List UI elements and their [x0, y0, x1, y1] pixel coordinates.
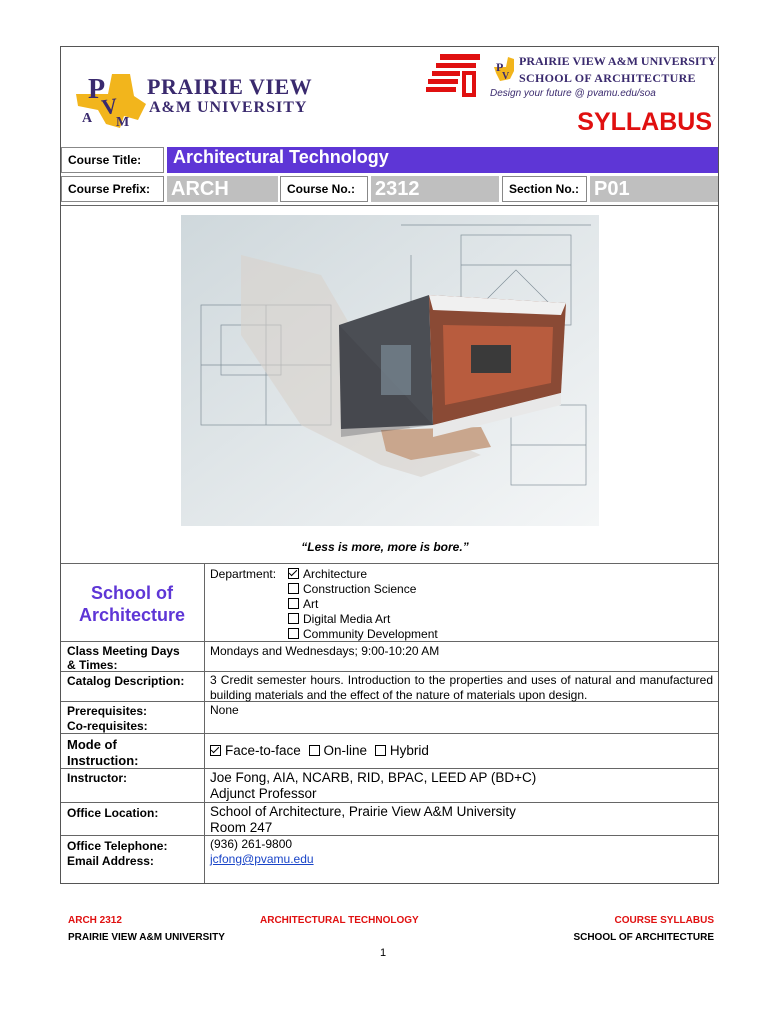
row-divider — [61, 768, 718, 769]
checkbox-icon[interactable] — [288, 613, 299, 624]
email-link[interactable]: jcfong@pvamu.edu — [210, 852, 314, 866]
svg-text:A: A — [82, 111, 93, 126]
course-prefix: ARCH — [167, 176, 278, 202]
soa-university-name: PRAIRIE VIEW A&M UNIVERSITY — [519, 54, 717, 68]
department-option-label: Community Development — [303, 627, 438, 641]
checkbox-icon[interactable] — [288, 598, 299, 609]
checkbox-icon[interactable] — [309, 745, 320, 756]
department-option-digital-media-art[interactable] — [288, 612, 438, 627]
department-option-art[interactable] — [288, 597, 438, 612]
pvamu-small-logo — [492, 55, 516, 83]
mode-option-hybrid: Hybrid — [389, 743, 429, 758]
school-name-line2: Architecture — [78, 605, 186, 625]
department-label: Department: — [210, 567, 277, 581]
mode-option-online: On-line — [323, 743, 368, 758]
course-number: 2312 — [371, 176, 499, 202]
footer-course-name: ARCHITECTURAL TECHNOLOGY — [260, 915, 419, 926]
soa-tagline: Design your future @ pvamu.edu/soa — [490, 88, 656, 99]
svg-text:V: V — [502, 71, 510, 82]
table-top-border — [61, 563, 718, 564]
department-option-community-development[interactable] — [288, 627, 438, 642]
svg-text:P: P — [496, 60, 504, 74]
footer-university: PRAIRIE VIEW A&M UNIVERSITY — [68, 932, 225, 943]
course-prefix-label: Course Prefix: — [61, 176, 164, 202]
mode-options — [210, 743, 429, 759]
divider — [61, 205, 718, 206]
office-location-label: Office Location: — [67, 806, 159, 820]
instructor-info — [210, 770, 536, 802]
document-title: SYLLABUS — [577, 108, 712, 136]
office-telephone-label: Office Telephone: — [67, 839, 168, 853]
email-label: Email Address: — [67, 854, 154, 868]
office-location-line1: School of Architecture, Prairie View A&M University — [210, 804, 516, 819]
university-subname: A&M UNIVERSITY — [149, 99, 308, 116]
section-number: P01 — [590, 176, 718, 202]
checkbox-icon[interactable] — [375, 745, 386, 756]
instructor-title: Adjunct Professor — [210, 786, 317, 801]
meeting-label — [67, 644, 180, 672]
meeting-label-line2: & Times: — [67, 658, 118, 672]
checkbox-checked-icon[interactable] — [210, 745, 221, 756]
department-options — [288, 567, 438, 642]
architectural-model-image — [181, 215, 599, 526]
instructor-label: Instructor: — [67, 771, 127, 785]
mode-label-line1: Mode of — [67, 737, 117, 752]
footer-school: SCHOOL OF ARCHITECTURE — [573, 932, 714, 943]
prerequisites-value: None — [210, 703, 239, 717]
mode-option-face-to-face: Face-to-face — [225, 743, 301, 758]
row-divider — [61, 802, 718, 803]
university-name: PRAIRIE VIEW — [147, 74, 313, 99]
office-telephone: (936) 261-9800 — [210, 837, 293, 851]
department-option-construction-science[interactable] — [288, 582, 438, 597]
department-option-label: Construction Science — [303, 582, 417, 596]
mode-label-line2: Instruction: — [67, 753, 139, 768]
row-divider — [61, 733, 718, 734]
school-name — [62, 582, 202, 626]
department-option-label: Digital Media Art — [303, 612, 391, 626]
department-option-label: Art — [303, 597, 319, 611]
soa-school-name: SCHOOL OF ARCHITECTURE — [519, 71, 696, 85]
svg-text:V: V — [99, 92, 120, 120]
department-option-architecture[interactable] — [288, 567, 438, 582]
course-number-label: Course No.: — [280, 176, 368, 202]
footer-course-code: ARCH 2312 — [68, 915, 122, 926]
corequisites-label: Co-requisites: — [67, 719, 148, 733]
meeting-label-line1: Class Meeting Days — [67, 644, 180, 658]
course-title: Architectural Technology — [167, 147, 718, 173]
prerequisites-label: Prerequisites: — [67, 704, 148, 718]
office-location-line2: Room 247 — [210, 820, 273, 835]
svg-text:M: M — [116, 115, 130, 130]
catalog-value: 3 Credit semester hours. Introduction to the properties and uses of natural and manufactured building materials and the effect of the nature of materials upon design. — [210, 673, 713, 702]
checkbox-checked-icon[interactable] — [288, 568, 299, 579]
svg-text:P: P — [88, 74, 106, 105]
quote: “Less is more, more is bore.” — [301, 540, 469, 554]
department-option-label: Architecture — [303, 567, 368, 581]
instructor-name: Joe Fong, AIA, NCARB, RID, BPAC, LEED AP (BD+C) — [210, 770, 537, 785]
course-title-label: Course Title: — [61, 147, 164, 173]
school-name-line1: School of — [91, 583, 173, 603]
section-number-label: Section No.: — [502, 176, 587, 202]
catalog-label: Catalog Description: — [67, 674, 185, 688]
page-number: 1 — [380, 947, 387, 959]
school-of-architecture-logo — [426, 54, 486, 99]
office-location — [210, 804, 516, 836]
checkbox-icon[interactable] — [288, 583, 299, 594]
meeting-value: Mondays and Wednesdays; 9:00-10:20 AM — [210, 644, 440, 658]
mode-label — [67, 737, 139, 769]
footer-doc-name: COURSE SYLLABUS — [614, 915, 714, 926]
checkbox-icon[interactable] — [288, 628, 299, 639]
